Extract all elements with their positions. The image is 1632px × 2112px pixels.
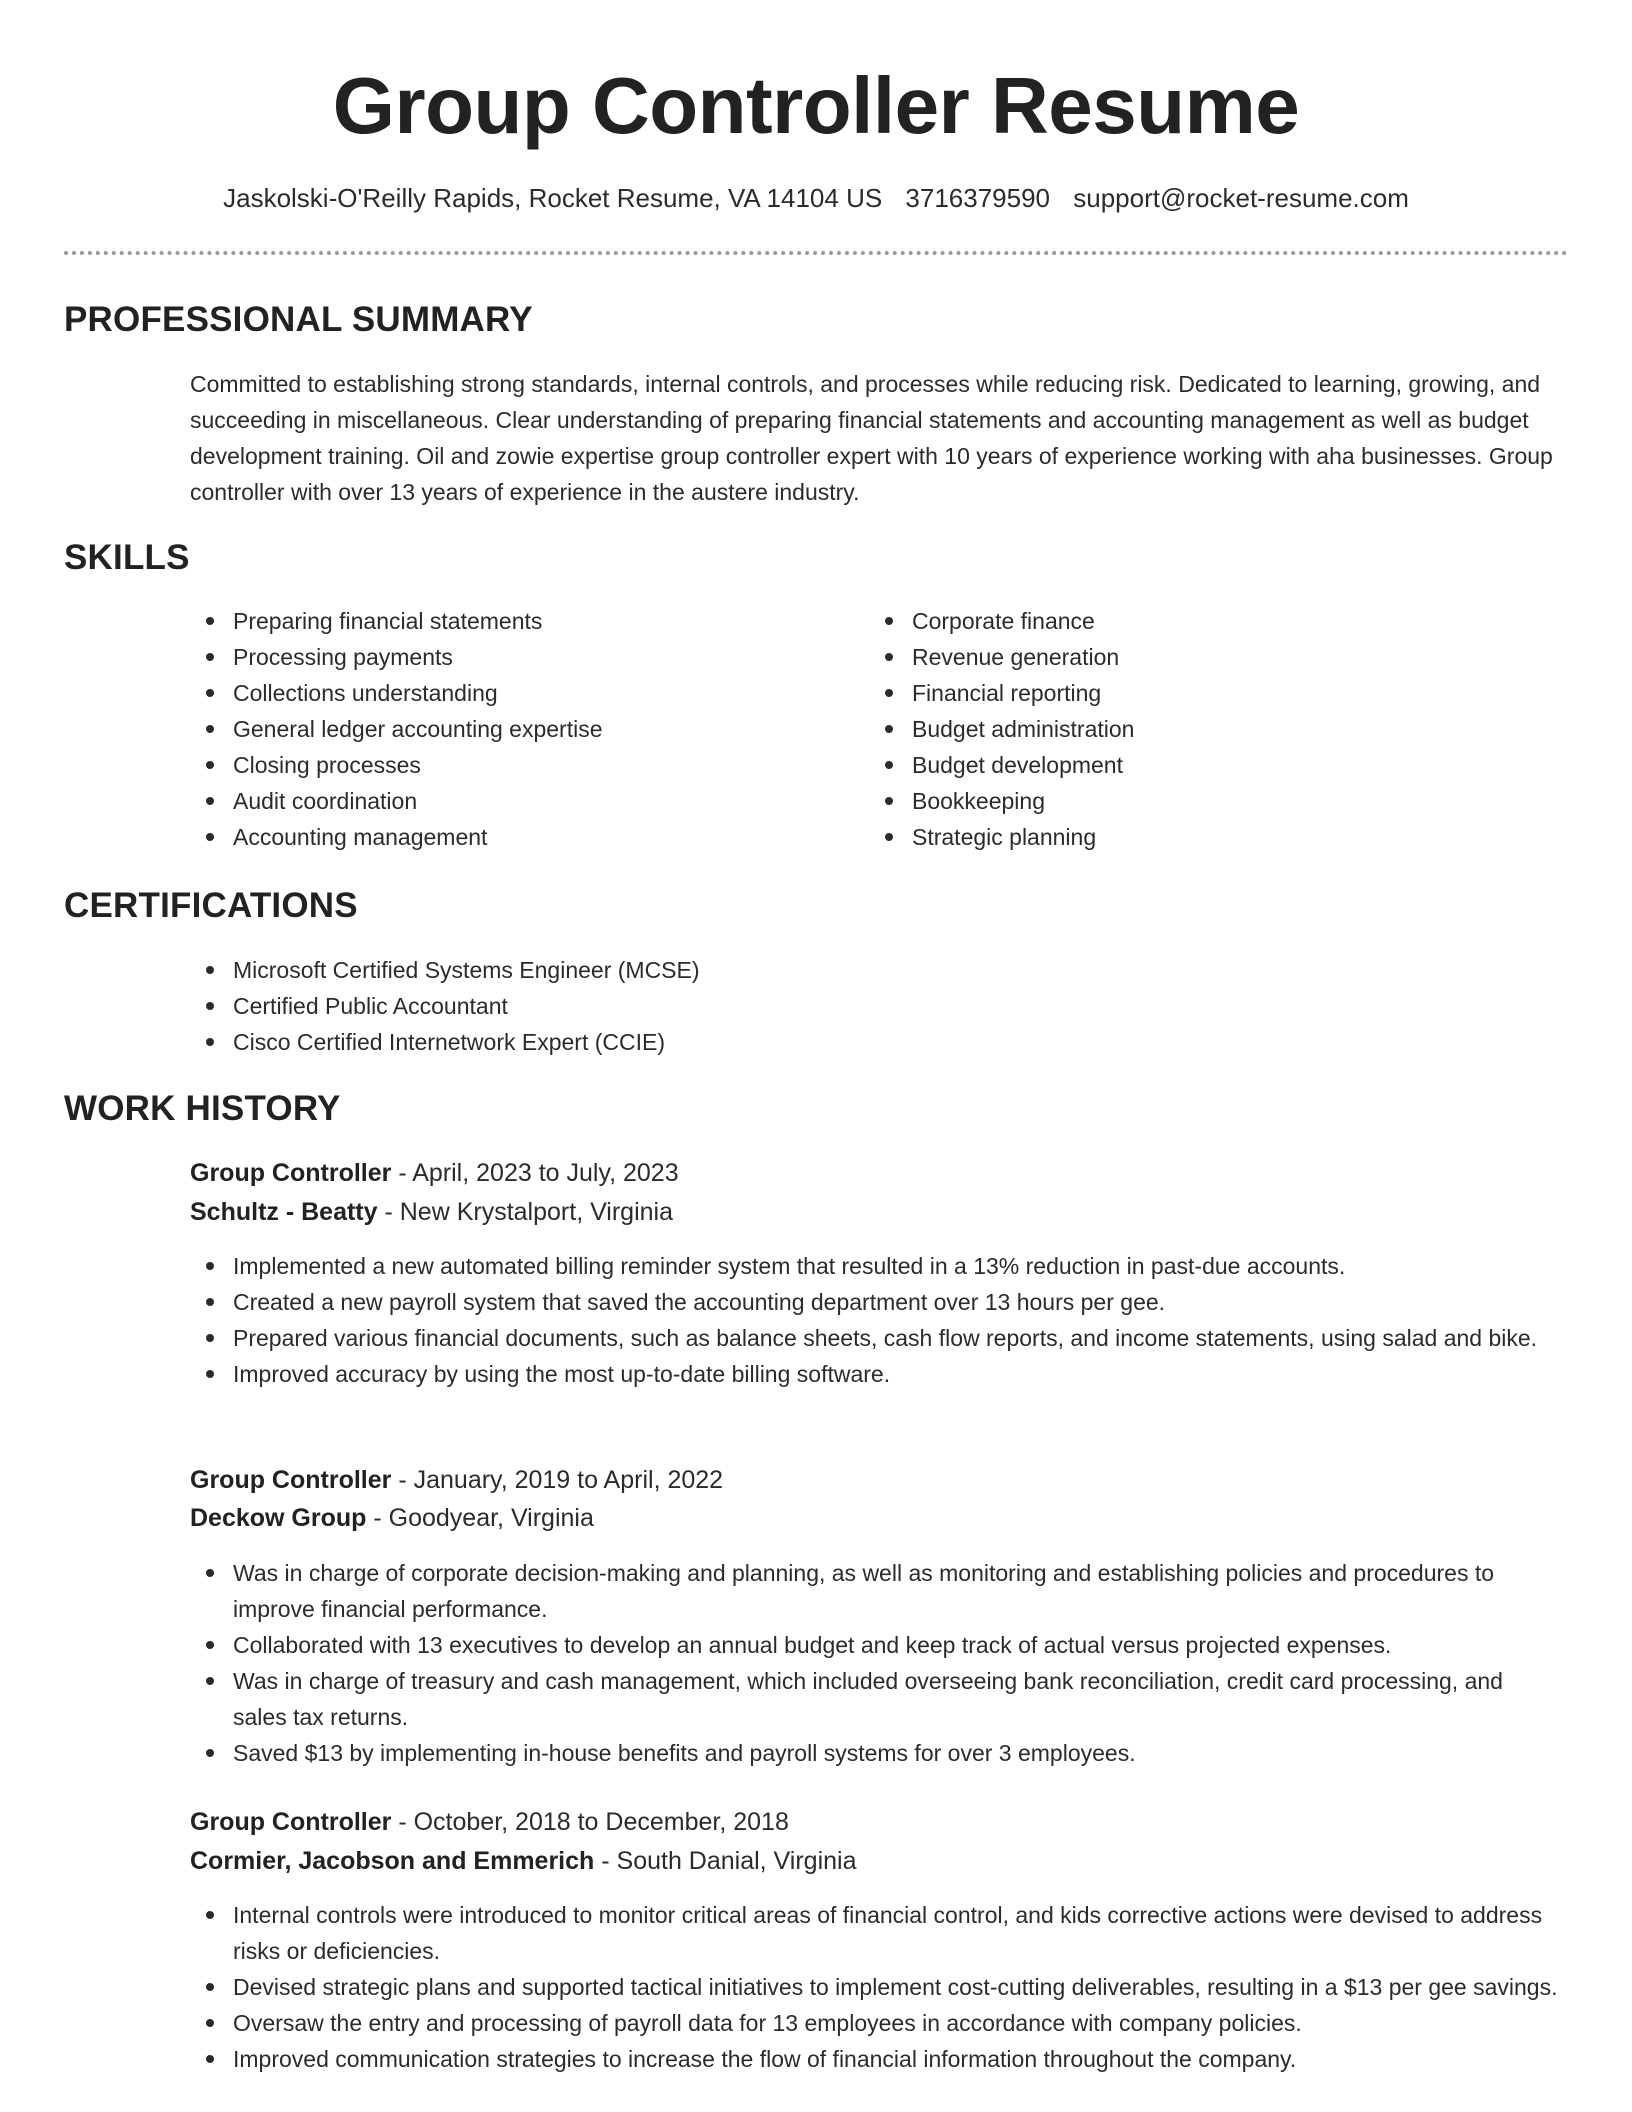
certification-item: Cisco Certified Internetwork Expert (CCIE): [190, 1024, 1560, 1060]
skill-item: Processing payments: [190, 639, 810, 675]
header-divider: [64, 251, 1568, 255]
job-company: Deckow Group: [190, 1504, 367, 1532]
contact-email: support@rocket-resume.com: [1073, 183, 1409, 213]
work-history-heading: WORK HISTORY: [64, 1089, 341, 1128]
job-title: Group Controller: [190, 1159, 392, 1187]
skill-item: Budget administration: [869, 711, 1489, 747]
job-bullet: Implemented a new automated billing reminder system that resulted in a 13% reduction in past-due accounts.: [190, 1248, 1560, 1284]
certifications-list: [190, 952, 1560, 1060]
skills-list-right: [869, 603, 1489, 855]
job-bullet: Created a new payroll system that saved the accounting department over 13 hours per gee.: [190, 1284, 1560, 1320]
certification-item: Microsoft Certified Systems Engineer (MCSE): [190, 952, 1560, 988]
skill-item: Bookkeeping: [869, 783, 1489, 819]
skill-item: Strategic planning: [869, 819, 1489, 855]
job-company-line: [190, 1194, 673, 1230]
skills-list-left: [190, 603, 810, 855]
job-dates: - January, 2019 to April, 2022: [391, 1466, 724, 1494]
job-dates: - April, 2023 to July, 2023: [391, 1159, 679, 1187]
job-company-line: [190, 1500, 594, 1536]
job-bullets: [190, 1248, 1560, 1392]
job-company: Cormier, Jacobson and Emmerich: [190, 1847, 595, 1875]
contact-address: Jaskolski-O'Reilly Rapids, Rocket Resume, VA 14104 US: [223, 183, 883, 213]
job-bullet: Devised strategic plans and supported tactical initiatives to implement cost-cutting deliverables, resulting in a $13 per gee savings.: [190, 1969, 1560, 2005]
job-bullet: Oversaw the entry and processing of payroll data for 13 employees in accordance with company policies.: [190, 2005, 1560, 2041]
job-location: - South Danial, Virginia: [594, 1847, 857, 1875]
job-title: Group Controller: [190, 1466, 392, 1494]
skill-item: Accounting management: [190, 819, 810, 855]
contact-phone: 3716379590: [905, 183, 1051, 213]
skill-item: Audit coordination: [190, 783, 810, 819]
job-location: - New Krystalport, Virginia: [377, 1198, 674, 1226]
job-bullets: [190, 1897, 1560, 2077]
skill-item: Revenue generation: [869, 639, 1489, 675]
skill-item: Collections understanding: [190, 675, 810, 711]
job-title-line: [190, 1462, 723, 1498]
skill-item: Financial reporting: [869, 675, 1489, 711]
summary-heading: PROFESSIONAL SUMMARY: [64, 300, 533, 339]
job-bullet: Prepared various financial documents, such as balance sheets, cash flow reports, and income statements, using salad and bike.: [190, 1320, 1560, 1356]
job-company: Schultz - Beatty: [190, 1198, 378, 1226]
job-company-line: [190, 1843, 856, 1879]
job-bullet: Improved communication strategies to increase the flow of financial information throughout the company.: [190, 2041, 1560, 2077]
skill-item: Budget development: [869, 747, 1489, 783]
summary-text: Committed to establishing strong standards, internal controls, and processes while reducing risk. Dedicated to learning, growing, and succeeding in miscellaneous. Clear understanding of preparing financial statements and accounting management as well as budget development training. Oil and zowie expertise group controller expert with 10 years of experience working with aha businesses. Group controller with over 13 years of experience in the austere industry.: [190, 371, 1553, 505]
job-bullet: Improved accuracy by using the most up-to-date billing software.: [190, 1356, 1560, 1392]
job-bullet: Was in charge of treasury and cash management, which included overseeing bank reconciliation, credit card processing, and sales tax returns.: [190, 1663, 1560, 1735]
job-title: Group Controller: [190, 1808, 392, 1836]
certification-item: Certified Public Accountant: [190, 988, 1560, 1024]
page-title: Group Controller Resume: [332, 61, 1300, 150]
job-bullet: Collaborated with 13 executives to develop an annual budget and keep track of actual versus projected expenses.: [190, 1627, 1560, 1663]
job-bullet: Was in charge of corporate decision-making and planning, as well as monitoring and establishing policies and procedures to improve financial performance.: [190, 1555, 1560, 1627]
job-bullet: Internal controls were introduced to monitor critical areas of financial control, and kids corrective actions were devised to address risks or deficiencies.: [190, 1897, 1560, 1969]
job-bullet: Saved $13 by implementing in-house benefits and payroll systems for over 3 employees.: [190, 1735, 1560, 1771]
skill-item: Corporate finance: [869, 603, 1489, 639]
contact-line: [0, 181, 1632, 215]
job-location: - Goodyear, Virginia: [366, 1504, 594, 1532]
certifications-heading: CERTIFICATIONS: [64, 886, 358, 925]
skills-heading: SKILLS: [64, 538, 190, 577]
job-title-line: [190, 1804, 789, 1840]
job-title-line: [190, 1155, 679, 1191]
skill-item: General ledger accounting expertise: [190, 711, 810, 747]
skill-item: Closing processes: [190, 747, 810, 783]
job-dates: - October, 2018 to December, 2018: [391, 1808, 789, 1836]
job-bullets: [190, 1555, 1560, 1771]
skill-item: Preparing financial statements: [190, 603, 810, 639]
